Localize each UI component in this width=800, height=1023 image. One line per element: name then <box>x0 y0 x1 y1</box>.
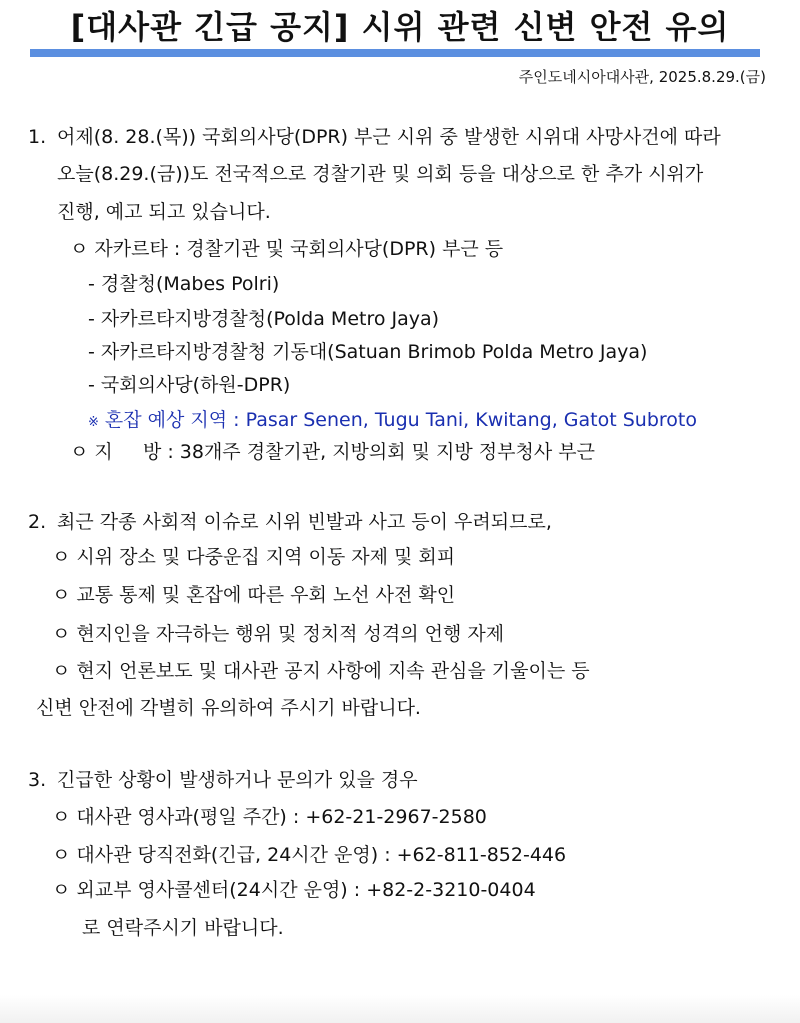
site-item: - 자카르타지방경찰청(Polda Metro Jaya) <box>88 308 440 330</box>
section2-intro: 최근 각종 사회적 이슈로 시위 빈발과 사고 등이 우려되므로, <box>57 511 552 533</box>
section3-line <box>28 768 418 792</box>
regions-item: ㅇ 지 방 : 38개주 경찰기관, 지방의회 및 지방 정부청사 부근 <box>70 441 595 463</box>
congestion-note-text: 혼잡 예상 지역 : Pasar Senen, Tugu Tani, Kwitang, Gatot Subroto <box>104 409 697 431</box>
congestion-note <box>88 408 697 435</box>
section1-text: 진행, 예고 되고 있습니다. <box>57 201 271 223</box>
contact-item: ㅇ 외교부 영사콜센터(24시간 운영) : +82-2-3210-0404 <box>52 879 536 901</box>
section1-line <box>28 125 721 149</box>
advice-item: ㅇ 교통 통제 및 혼잡에 따른 우회 노선 사전 확인 <box>52 584 456 606</box>
advice-item: ㅇ 현지 언론보도 및 대사관 공지 사항에 지속 관심을 기울이는 등 <box>52 660 590 682</box>
page-bottom-fade <box>0 995 800 1023</box>
contact-item: ㅇ 대사관 당직전화(긴급, 24시간 운영) : +62-811-852-446 <box>52 844 567 866</box>
byline: 주인도네시아대사관, 2025.8.29.(금) <box>518 68 766 86</box>
section2-closing: 신변 안전에 각별히 유의하여 주시기 바랍니다. <box>36 697 421 719</box>
section3-intro: 긴급한 상황이 발생하거나 문의가 있을 경우 <box>57 769 418 791</box>
section3-closing: 로 연락주시기 바랍니다. <box>82 917 284 939</box>
jakarta-item: ㅇ 자카르타 : 경찰기관 및 국회의사당(DPR) 부근 등 <box>70 238 504 260</box>
notice-title: [대사관 긴급 공지] 시위 관련 신변 안전 유의 <box>70 8 730 46</box>
section1-text: 오늘(8.29.(금))도 전국적으로 경찰기관 및 의회 등을 대상으로 한 추가 시위가 <box>57 163 704 185</box>
advice-item: ㅇ 현지인을 자극하는 행위 및 정치적 성격의 언행 자제 <box>52 623 505 645</box>
contact-item: ㅇ 대사관 영사과(평일 주간) : +62-21-2967-2580 <box>52 806 487 828</box>
title-divider <box>30 49 760 57</box>
advice-item: ㅇ 시위 장소 및 다중운집 지역 이동 자제 및 회피 <box>52 546 456 568</box>
section-number: 1. <box>28 126 47 148</box>
site-item: - 국회의사당(하원-DPR) <box>88 374 291 396</box>
site-item: - 자카르타지방경찰청 기동대(Satuan Brimob Polda Metro Jaya) <box>88 341 648 363</box>
section2-line <box>28 510 552 534</box>
reference-mark: ※ <box>88 415 99 430</box>
section-number: 2. <box>28 511 47 533</box>
section1-text: 어제(8. 28.(목)) 국회의사당(DPR) 부근 시위 중 발생한 시위대 사망사건에 따라 <box>57 126 721 148</box>
section-number: 3. <box>28 769 47 791</box>
site-item: - 경찰청(Mabes Polri) <box>88 273 280 295</box>
